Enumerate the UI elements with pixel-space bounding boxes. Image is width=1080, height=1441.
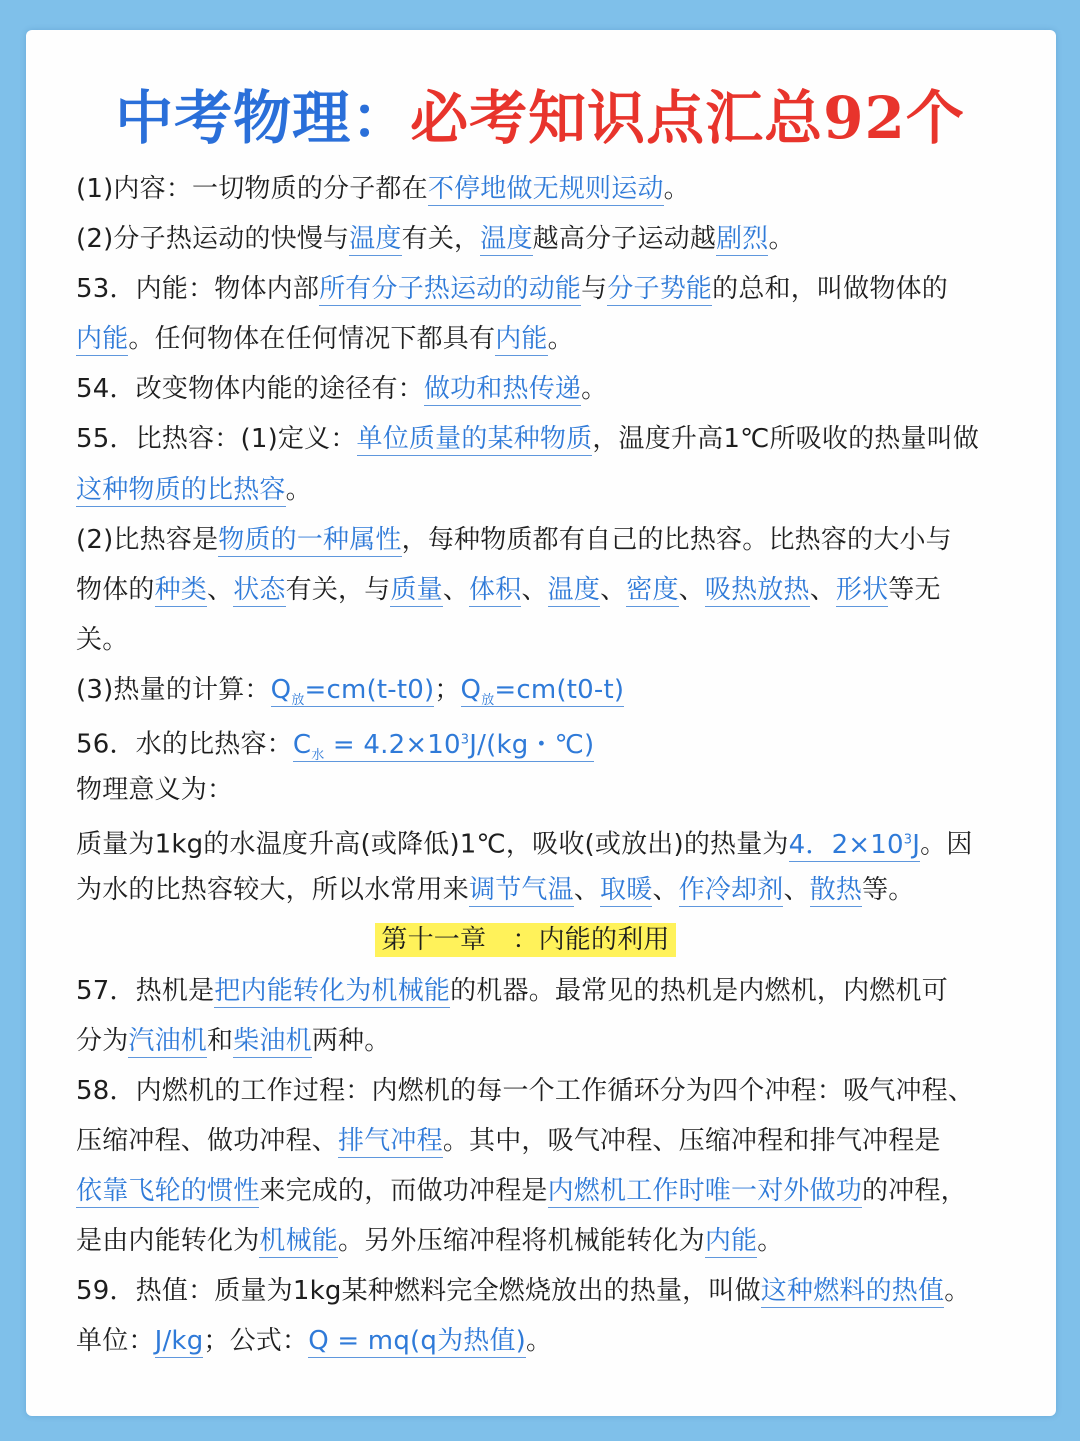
text-line (76, 765, 1011, 815)
text-segment: 、 (809, 574, 836, 605)
highlighted-term: 做功和热传递 (423, 374, 582, 405)
text-line (76, 1166, 1011, 1216)
text-line (76, 1116, 1011, 1166)
text-line (76, 515, 1011, 565)
text-segment: 。 (581, 374, 608, 405)
text-segment: 。 (663, 174, 690, 204)
highlighted-term: 吸热放热 (704, 574, 810, 605)
text-line (76, 665, 1011, 715)
text-segment: 物理意义为： (76, 775, 234, 806)
text-segment: 57．热机是 (76, 975, 215, 1006)
highlighted-term: 剧烈 (716, 224, 769, 255)
highlighted-term: 依靠飞轮的惯性 (76, 1175, 260, 1206)
highlighted-term: 密度 (626, 574, 679, 605)
text-line (76, 1216, 1011, 1266)
text-line (76, 815, 1011, 865)
text-segment: 。其中，吸气冲程、压缩冲程和排气冲程是 (442, 1125, 941, 1156)
text-segment: (3)热量的计算： (76, 674, 271, 705)
text-segment: 来完成的，而做功冲程是 (259, 1175, 548, 1206)
highlighted-term: 不停地做无规则运动 (427, 174, 664, 204)
highlighted-term: 机械能 (259, 1225, 339, 1256)
text-line (76, 414, 1011, 464)
highlighted-term: 4．$2\times 10^3J$ (788, 829, 921, 860)
text-segment: 物体的 (76, 574, 155, 605)
text-segment: 两种。 (311, 1025, 391, 1056)
text-line (76, 264, 1011, 314)
highlighted-term: 物质的一种属性 (218, 524, 402, 555)
text-segment: 、 (783, 875, 810, 906)
text-segment: 58．内燃机的工作过程：内燃机的每一个工作循环分为四个冲程：吸气冲程、 (76, 1075, 975, 1106)
highlighted-term: $Q_放=cm(t0-t)$ (460, 674, 625, 709)
text-segment: 59．热值：质量为1kg某种燃料完全燃烧放出的热量，叫做 (76, 1276, 761, 1307)
highlighted-term: 内能 (704, 1225, 758, 1256)
text-segment: 的总和，叫做物体的 (712, 274, 948, 305)
text-segment: 。 (768, 224, 795, 255)
highlighted-term: 作冷却剂 (678, 875, 784, 906)
chapter-heading (76, 915, 1011, 965)
text-segment: 、 (652, 875, 679, 906)
highlighted-term: 单位质量的某种物质 (356, 424, 593, 455)
text-segment: 等。 (862, 875, 915, 906)
highlighted-term: 散热 (809, 875, 863, 906)
text-segment: 。 (547, 324, 574, 355)
text-segment: 分为 (76, 1025, 129, 1056)
highlighted-term: 所有分子热运动的动能 (319, 274, 582, 305)
text-line (76, 364, 1011, 414)
highlighted-term: 温度 (547, 574, 601, 605)
text-segment: 。 (526, 1326, 553, 1357)
text-segment: 的冲程， (862, 1175, 967, 1206)
highlighted-term: Q = mq(q为热值) (308, 1326, 527, 1357)
text-segment: 。因 (920, 829, 973, 860)
highlighted-term: $C_水 = 4.2\times 10^3J/(kg$・℃) (292, 729, 595, 763)
highlighted-term: 分子势能 (607, 274, 713, 305)
text-segment: 、 (521, 574, 548, 605)
text-segment: 等无 (888, 574, 941, 605)
highlighted-term: J/kg (154, 1326, 204, 1357)
text-segment: 、 (600, 574, 627, 605)
text-segment: 为水的比热容较大，所以水常用来 (76, 875, 470, 906)
highlighted-term: 状态 (233, 574, 286, 605)
text-segment: (2)比热容是 (76, 524, 219, 555)
text-segment: 56．水的比热容： (76, 729, 293, 760)
text-segment: 、 (207, 574, 234, 605)
text-line (76, 966, 1011, 1016)
title-part-red: 必考知识点汇总92个 (410, 84, 965, 152)
highlighted-term: $Q_放=cm(t-t0)$ (270, 674, 435, 709)
text-line (76, 565, 1011, 615)
text-line (76, 164, 1011, 214)
highlighted-term: 柴油机 (233, 1025, 312, 1056)
text-segment: 55．比热容：(1)定义： (76, 424, 357, 455)
text-line (76, 1016, 1011, 1066)
text-segment: ，每种物质都有自己的比热容。比热容的大小与 (401, 524, 952, 555)
highlighted-term: 体积 (469, 574, 522, 605)
text-segment: 、 (442, 574, 470, 605)
highlighted-term: 这种物质的比热容 (76, 474, 286, 505)
text-line (76, 715, 1011, 765)
text-line (76, 615, 1011, 665)
highlighted-term: 温度 (480, 224, 533, 255)
text-segment: (1)内容：一切物质的分子都在 (76, 174, 428, 204)
text-segment: 、 (573, 875, 601, 906)
text-segment: 单位： (76, 1326, 155, 1357)
text-segment: 和 (207, 1025, 234, 1056)
highlighted-term: 取暖 (600, 875, 653, 906)
title-part-blue: 中考物理： (115, 84, 411, 152)
highlighted-term: 把内能转化为机械能 (214, 975, 451, 1006)
text-segment: 。 (944, 1276, 971, 1307)
highlighted-term: 内燃机工作时唯一对外做功 (547, 1175, 863, 1206)
highlighted-term: 质量 (390, 574, 443, 605)
text-segment: 。任何物体在任何情况下都具有 (128, 324, 496, 355)
text-segment: 的机器。最常见的热机是内燃机，内燃机可 (450, 975, 948, 1006)
text-segment: (2)分子热运动的快慢与 (76, 224, 350, 255)
highlighted-term: 排气冲程 (338, 1125, 443, 1156)
text-segment: 。另外压缩冲程将机械能转化为 (338, 1225, 705, 1256)
text-segment: 、 (678, 574, 705, 605)
text-line (76, 865, 1011, 915)
text-segment: 压缩冲程、做功冲程、 (76, 1125, 339, 1156)
chapter-heading-text: 第十一章 ：内能的利用 (375, 923, 675, 957)
text-segment: 有关， (401, 224, 481, 255)
highlighted-term: 汽油机 (128, 1025, 208, 1056)
text-segment: 质量为1kg的水温度升高(或降低)1℃，吸收(或放出)的热量为 (76, 829, 789, 860)
text-segment: 54．改变物体内能的途径有： (76, 374, 424, 405)
text-segment: ； (434, 674, 461, 705)
text-line (76, 465, 1011, 515)
text-segment: ；公式： (203, 1326, 309, 1357)
highlighted-term: 内能 (495, 324, 548, 355)
text-segment: 。 (757, 1225, 784, 1256)
text-line (76, 1066, 1011, 1116)
text-line (76, 1266, 1011, 1316)
highlighted-term: 调节气温 (469, 875, 574, 906)
text-segment: ，温度升高1℃所吸收的热量叫做 (592, 424, 980, 455)
highlighted-term: 温度 (349, 224, 402, 255)
text-segment: 是由内能转化为 (76, 1225, 260, 1256)
text-line (76, 1316, 1011, 1366)
page-title (0, 78, 1080, 158)
document-body (76, 164, 1011, 1366)
text-segment: 53．内能：物体内部 (76, 274, 320, 305)
text-line (76, 314, 1011, 364)
highlighted-term: 形状 (835, 574, 889, 605)
text-segment: 越高分子运动越 (532, 224, 717, 255)
text-segment: 与 (581, 274, 608, 305)
text-segment: 有关，与 (285, 574, 391, 605)
text-segment: 关。 (76, 624, 129, 655)
highlighted-term: 种类 (154, 574, 208, 605)
text-segment: 。 (285, 474, 312, 505)
text-line (76, 214, 1011, 264)
highlighted-term: 内能 (76, 324, 129, 355)
highlighted-term: 这种燃料的热值 (760, 1276, 945, 1307)
